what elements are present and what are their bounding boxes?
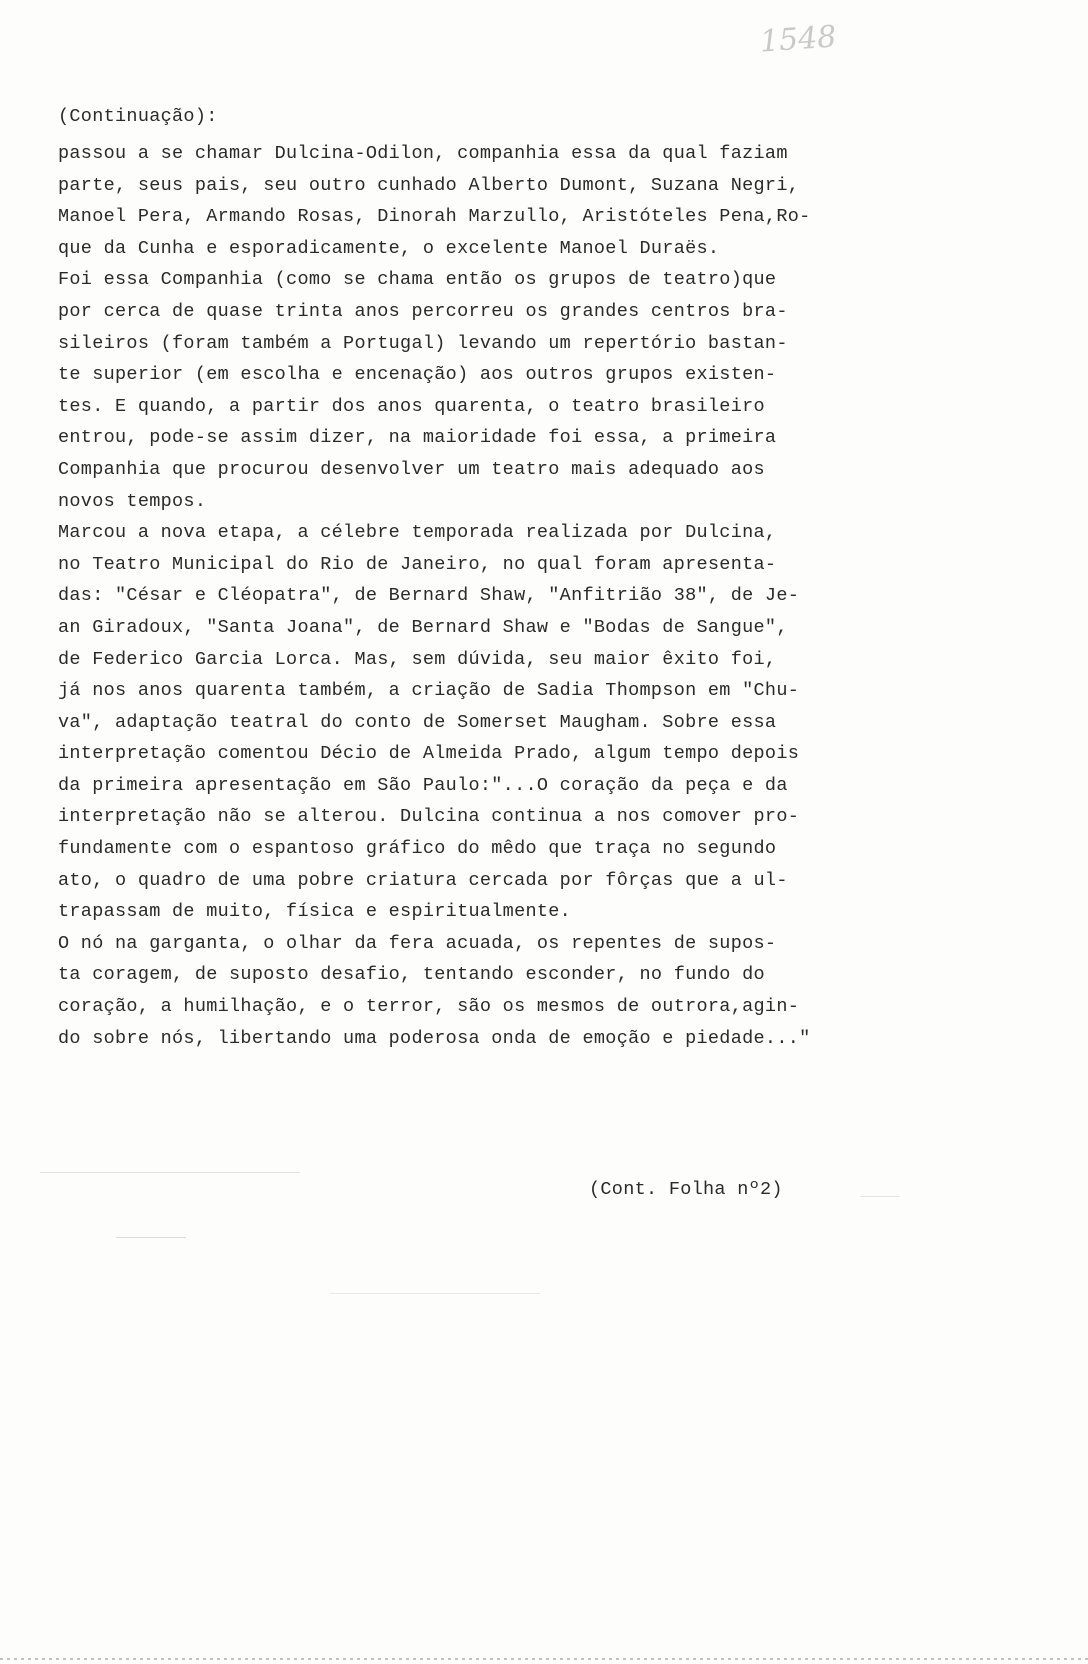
text-line: da primeira apresentação em São Paulo:"...O coração da peça e da: [58, 774, 788, 796]
text-line: no Teatro Municipal do Rio de Janeiro, no qual foram apresenta-: [58, 553, 777, 575]
text-line: interpretação comentou Décio de Almeida Prado, algum tempo depois: [58, 743, 800, 765]
text-line: Manoel Pera, Armando Rosas, Dinorah Marzullo, Aristóteles Pena,Ro-: [58, 206, 811, 228]
text-line: novos tempos.: [58, 490, 207, 512]
text-line: te superior (em escolha e encenação) aos outros grupos existen-: [58, 364, 777, 386]
text-line: interpretação não se alterou. Dulcina continua a nos comover pro-: [58, 806, 800, 828]
body-text: [58, 138, 918, 1054]
text-line: an Giradoux, "Santa Joana", de Bernard Shaw e "Bodas de Sangue",: [58, 616, 788, 638]
scan-noise: [330, 1293, 540, 1294]
text-line: Companhia que procurou desenvolver um teatro mais adequado aos: [58, 458, 765, 480]
text-line: das: "César e Cléopatra", de Bernard Shaw, "Anfitrião 38", de Je-: [58, 585, 800, 607]
text-line: O nó na garganta, o olhar da fera acuada, os repentes de supos-: [58, 932, 777, 954]
continuation-footer: (Cont. Folha nº2): [589, 1179, 783, 1200]
text-line: passou a se chamar Dulcina-Odilon, companhia essa da qual faziam: [58, 143, 788, 164]
text-line: coração, a humilhação, e o terror, são os mesmos de outrora,agin-: [58, 996, 800, 1018]
page-number-stamp: 1548: [758, 19, 838, 60]
text-line: já nos anos quarenta também, a criação de Sadia Thompson em "Chu-: [58, 680, 800, 702]
text-line: que da Cunha e esporadicamente, o excelente Manoel Duraës.: [58, 237, 720, 259]
text-line: parte, seus pais, seu outro cunhado Alberto Dumont, Suzana Negri,: [58, 174, 800, 196]
text-line: entrou, pode-se assim dizer, na maioridade foi essa, a primeira: [58, 427, 777, 449]
text-line: ta coragem, de suposto desafio, tentando esconder, no fundo do: [58, 964, 765, 986]
text-line: por cerca de quase trinta anos percorreu os grandes centros bra-: [58, 300, 788, 322]
text-line: Marcou a nova etapa, a célebre temporada realizada por Dulcina,: [58, 522, 777, 544]
text-line: trapassam de muito, física e espiritualmente.: [58, 901, 572, 923]
text-line: va", adaptação teatral do conto de Somerset Maugham. Sobre essa: [58, 711, 777, 733]
scan-noise: [116, 1237, 186, 1238]
scan-noise: [40, 1172, 300, 1173]
text-line: tes. E quando, a partir dos anos quarenta, o teatro brasileiro: [58, 395, 765, 417]
text-line: Foi essa Companhia (como se chama então os grupos de teatro)que: [58, 269, 777, 291]
text-line: sileiros (foram também a Portugal) levando um repertório bastan-: [58, 332, 788, 354]
text-line: do sobre nós, libertando uma poderosa onda de emoção e piedade...": [58, 1027, 811, 1049]
text-line: fundamente com o espantoso gráfico do mêdo que traça no segundo: [58, 838, 777, 860]
scan-edge: [0, 1658, 1088, 1660]
continuation-header: (Continuação):: [58, 106, 218, 127]
text-line: de Federico Garcia Lorca. Mas, sem dúvida, seu maior êxito foi,: [58, 648, 777, 670]
text-line: ato, o quadro de uma pobre criatura cercada por fôrças que a ul-: [58, 869, 788, 891]
scan-noise: [860, 1196, 900, 1197]
